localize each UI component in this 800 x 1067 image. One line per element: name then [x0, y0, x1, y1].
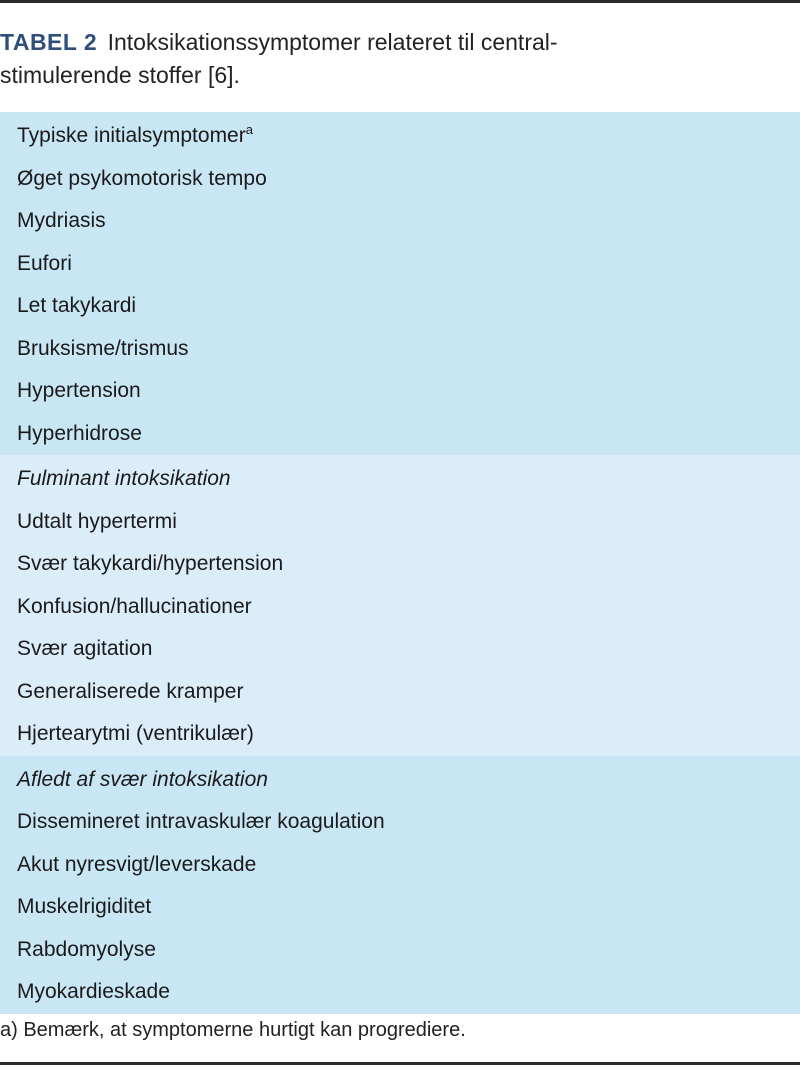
table-row: Akut nyresvigt/leverskade: [17, 852, 257, 876]
table-caption: [0, 26, 780, 92]
table-row: Dissemineret intravaskulær koagulation: [17, 810, 385, 833]
footnote: a) Bemærk, at symptomerne hurtigt kan progrediere.: [0, 1019, 466, 1041]
caption-line-2: stimulerende stoffer [6].: [0, 62, 240, 88]
section-initial: [0, 112, 800, 455]
table-row: Hypertension: [17, 379, 141, 402]
section-heading: [0, 115, 800, 158]
caption-title-1: Intoksikationssymptomer relateret til central-: [107, 29, 558, 55]
table-row: Generaliserede kramper: [17, 679, 244, 703]
table-row: Udtalt hypertermi: [17, 509, 177, 533]
table-row: Myokardieskade: [17, 980, 170, 1003]
table-row: Øget psykomotorisk tempo: [17, 166, 267, 190]
top-rule: [0, 0, 800, 3]
table-row: Hyperhidrose: [17, 421, 142, 445]
table-row: Muskelrigiditet: [17, 895, 152, 918]
table-row: Bruksisme/trismus: [17, 336, 189, 360]
symptom-table: [0, 112, 800, 1014]
table-row: Svær takykardi/hypertension: [17, 552, 284, 575]
section-heading: Afledt af svær intoksikation: [17, 767, 268, 791]
footnote-marker: a: [245, 122, 253, 137]
table-row: Eufori: [17, 251, 72, 275]
bottom-rule: [0, 1062, 800, 1065]
table-row: Let takykardi: [17, 294, 137, 317]
section-derived: [0, 756, 800, 1014]
table-row: Svær agitation: [17, 637, 153, 660]
table-label: TABEL 2: [0, 29, 98, 55]
table-row: Hjertearytmi (ventrikulær): [17, 722, 254, 745]
heading-text: Typiske initialsymptomer: [17, 124, 246, 147]
caption-line-1: [0, 26, 780, 59]
table-row: Konfusion/hallucinationer: [17, 594, 252, 618]
section-heading: Fulminant intoksikation: [17, 467, 231, 490]
section-fulminant: [0, 455, 800, 756]
table-row: Mydriasis: [17, 209, 106, 232]
table-row: Rabdomyolyse: [17, 937, 156, 961]
